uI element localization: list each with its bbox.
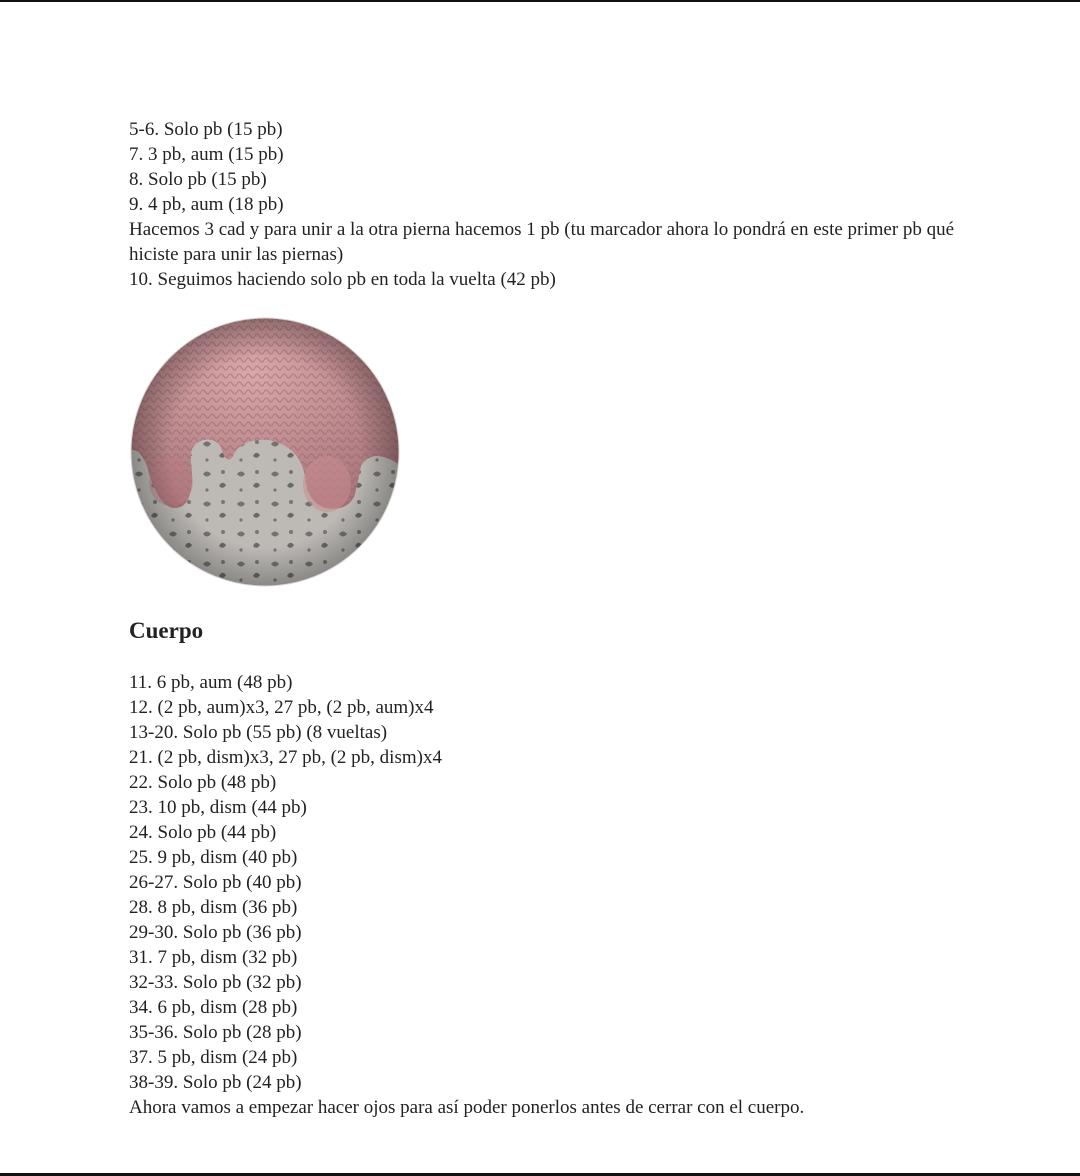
pattern-row: 25. 9 pb, dism (40 pb)	[129, 847, 298, 868]
cuerpo-rows	[129, 670, 969, 1095]
pattern-row: 5-6. Solo pb (15 pb)	[129, 119, 283, 140]
crochet-legs-photo	[129, 316, 401, 588]
top-border	[0, 0, 1080, 2]
pattern-row: 37. 5 pb, dism (24 pb)	[129, 1047, 298, 1068]
pattern-row: 29-30. Solo pb (36 pb)	[129, 922, 302, 943]
pattern-row: 12. (2 pb, aum)x3, 27 pb, (2 pb, aum)x4	[129, 697, 434, 718]
pattern-row: 22. Solo pb (48 pb)	[129, 772, 277, 793]
crochet-legs-photo-icon	[129, 316, 401, 588]
pattern-row: 24. Solo pb (44 pb)	[129, 822, 277, 843]
pattern-row: 11. 6 pb, aum (48 pb)	[129, 672, 293, 693]
pattern-row: 35-36. Solo pb (28 pb)	[129, 1022, 302, 1043]
join-note: Hacemos 3 cad y para unir a la otra pierna hacemos 1 pb (tu marcador ahora lo pondrá en este primer pb qué hiciste para unir las piernas)	[129, 219, 955, 265]
pattern-row: 8. Solo pb (15 pb)	[129, 169, 267, 190]
pattern-row: 28. 8 pb, dism (36 pb)	[129, 897, 298, 918]
pattern-row: 21. (2 pb, dism)x3, 27 pb, (2 pb, dism)x4	[129, 747, 442, 768]
closing-note: Ahora vamos a empezar hacer ojos para así poder ponerlos antes de cerrar con el cuerpo.	[129, 1097, 805, 1118]
pattern-row: 32-33. Solo pb (32 pb)	[129, 972, 302, 993]
section-title-cuerpo: Cuerpo	[129, 618, 204, 643]
pattern-row: 38-39. Solo pb (24 pb)	[129, 1072, 302, 1093]
pattern-row: 13-20. Solo pb (55 pb) (8 vueltas)	[129, 722, 388, 743]
pattern-document	[129, 117, 969, 1120]
pattern-row: 9. 4 pb, aum (18 pb)	[129, 194, 284, 215]
pierna-rows	[129, 117, 969, 217]
pattern-row: 7. 3 pb, aum (15 pb)	[129, 144, 284, 165]
pattern-row: 31. 7 pb, dism (32 pb)	[129, 947, 298, 968]
pattern-row: 34. 6 pb, dism (28 pb)	[129, 997, 298, 1018]
pattern-row: 23. 10 pb, dism (44 pb)	[129, 797, 307, 818]
pattern-row: 26-27. Solo pb (40 pb)	[129, 872, 302, 893]
pattern-row: 10. Seguimos haciendo solo pb en toda la vuelta (42 pb)	[129, 269, 556, 290]
